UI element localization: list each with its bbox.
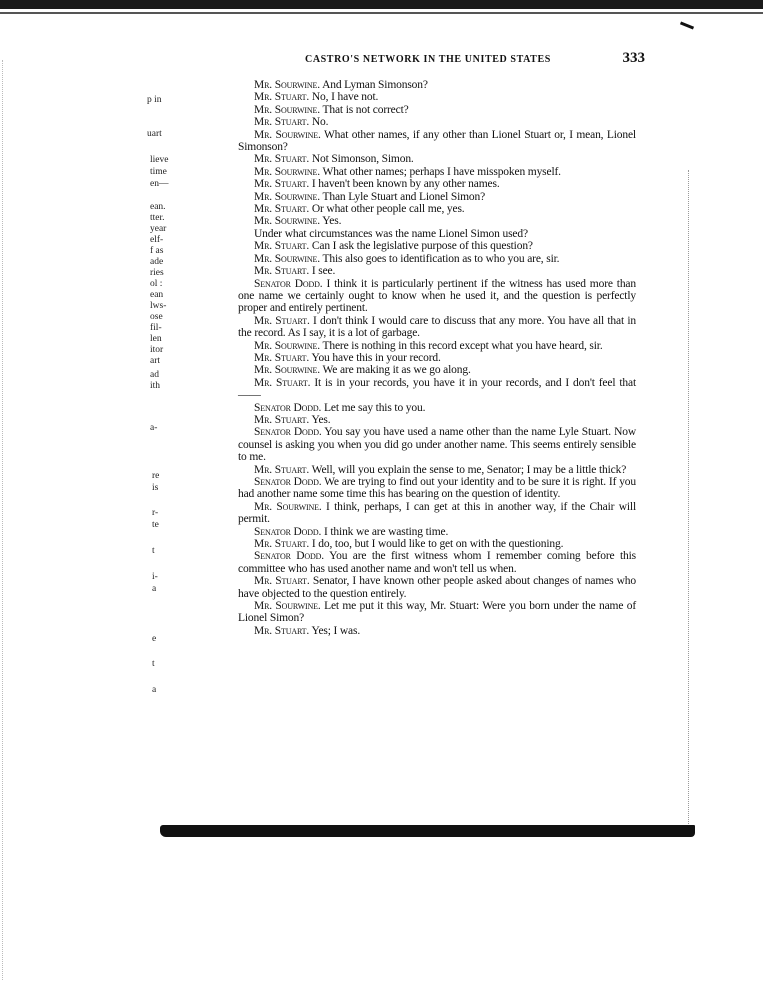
margin-fragment: ad	[150, 370, 159, 380]
testimony-paragraph	[238, 600, 636, 625]
speaker-label: Mr. Sourwine.	[254, 364, 320, 377]
speech-text: Well, will you explain the sense to me, Senator; I may be a little thick?	[311, 463, 627, 476]
speaker-label: Mr. Stuart.	[254, 116, 310, 129]
margin-fragment: a	[152, 685, 157, 695]
margin-fragment: t	[152, 546, 155, 556]
margin-fragment: fil-	[150, 323, 162, 333]
testimony-paragraph	[238, 625, 636, 637]
speech-text: Let me say this to you.	[323, 401, 426, 414]
testimony-paragraph	[238, 228, 636, 240]
speech-text: No.	[311, 116, 329, 129]
margin-fragment: lws-	[150, 301, 167, 311]
margin-fragment: a-	[150, 423, 158, 433]
testimony-paragraph	[238, 364, 636, 376]
speaker-label: Mr. Stuart.	[254, 91, 310, 104]
testimony-paragraph	[238, 575, 636, 600]
speech-text: I think it is particularly pertinent if the witness has used more than one name we certainly ought to know when he used it, and the question is perfectly proper and entirely pertinent.	[238, 277, 636, 315]
speaker-label: Mr. Stuart.	[254, 463, 310, 476]
margin-fragment: ose	[150, 312, 163, 322]
margin-fragment: p in	[147, 95, 162, 105]
scan-mark	[680, 21, 694, 29]
speech-text: I don't think I would care to discuss that any more. You have all that in the record. As I say, it is a lot of garbage.	[238, 314, 636, 340]
margin-fragment: a	[152, 584, 157, 594]
margin-fragment: ol :	[150, 279, 163, 289]
testimony-paragraph	[238, 476, 636, 501]
speech-text: I think we are wasting time.	[323, 525, 449, 538]
speech-text: Than Lyle Stuart and Lionel Simon?	[322, 190, 486, 203]
testimony-paragraph	[238, 352, 636, 364]
margin-fragment: en—	[150, 179, 169, 189]
speech-text: Yes; I was.	[311, 624, 361, 637]
margin-fragment: len	[150, 334, 162, 344]
speech-text: Yes.	[322, 215, 342, 228]
speaker-label: Mr. Stuart.	[254, 575, 310, 588]
testimony-paragraph	[238, 550, 636, 575]
speech-text: And Lyman Simonson?	[322, 79, 428, 91]
margin-fragment: te	[152, 520, 159, 530]
testimony-paragraph	[238, 414, 636, 426]
speech-text: This also goes to identification as to who you are, sir.	[322, 252, 560, 265]
speaker-label: Mr. Stuart.	[254, 538, 310, 551]
margin-fragment: e	[152, 634, 157, 644]
testimony-paragraph	[238, 402, 636, 414]
testimony-paragraph	[238, 240, 636, 252]
speaker-label: Senator Dodd.	[254, 401, 322, 414]
testimony-paragraph	[238, 166, 636, 178]
speaker-label: Mr. Stuart.	[254, 413, 310, 426]
speaker-label: Mr. Sourwine.	[254, 103, 320, 116]
margin-fragment: ade	[150, 257, 164, 267]
margin-fragment: re	[152, 471, 160, 481]
margin-fragment: is	[152, 483, 159, 493]
bottom-page-shadow	[160, 825, 695, 837]
testimony-paragraph	[238, 91, 636, 103]
speech-text: Under what circumstances was the name Lionel Simon used?	[254, 227, 528, 240]
testimony-paragraph	[238, 377, 636, 402]
testimony-paragraph	[238, 116, 636, 128]
right-scan-edge	[688, 170, 693, 830]
testimony-paragraph	[238, 178, 636, 190]
testimony-paragraph	[238, 278, 636, 315]
margin-fragment: ith	[150, 381, 161, 391]
speaker-label: Mr. Stuart.	[254, 240, 310, 253]
testimony-paragraph	[238, 265, 636, 277]
speaker-label: Mr. Sourwine.	[254, 252, 320, 265]
speech-text: What other names; perhaps I have misspoken myself.	[322, 165, 561, 178]
speech-text: I see.	[311, 265, 336, 278]
speech-text: I haven't been known by any other names.	[311, 178, 500, 191]
page-header	[305, 52, 645, 68]
speech-text: What other names, if any other than Lionel Stuart or, I mean, Lionel Simonson?	[238, 128, 636, 154]
testimony-paragraph	[238, 426, 636, 463]
margin-fragment: art	[150, 356, 161, 366]
speaker-label: Senator Dodd.	[254, 426, 322, 439]
margin-fragment: r-	[152, 508, 159, 518]
speech-text: Yes.	[311, 413, 331, 426]
speech-text: You say you have used a name other than the name Lyle Stuart. Now counsel is asking you when you did go under another name. This seems entirely sensible to me.	[238, 426, 636, 464]
testimony-paragraph	[238, 501, 636, 526]
speech-text: We are making it as we go along.	[322, 364, 471, 377]
speaker-label: Mr. Stuart.	[254, 624, 310, 637]
testimony-paragraph	[238, 153, 636, 165]
speaker-label: Mr. Stuart.	[254, 265, 310, 278]
page-number: 333	[622, 50, 645, 66]
speaker-label: Mr. Stuart.	[254, 376, 311, 389]
speaker-label: Mr. Stuart.	[254, 178, 310, 191]
speech-text: No, I have not.	[311, 91, 379, 104]
speech-text: Let me put it this way, Mr. Stuart: Were you born under the name of Lionel Simon?	[238, 600, 636, 625]
testimony-paragraph	[238, 215, 636, 227]
top-thin-rule	[0, 12, 763, 14]
speaker-label: Mr. Sourwine.	[254, 215, 320, 228]
speaker-label: Mr. Stuart.	[254, 314, 310, 327]
margin-fragment: elf-	[150, 235, 164, 245]
speech-text: We are trying to find out your identity and to be sure it is right. If you had another name some time this has bearing on the question of identity.	[238, 476, 636, 501]
speaker-label: Mr. Stuart.	[254, 203, 310, 216]
speaker-label: Mr. Sourwine.	[254, 190, 320, 203]
left-scan-edge	[2, 60, 5, 980]
testimony-paragraph	[238, 538, 636, 550]
speech-text: Or what other people call me, yes.	[311, 203, 465, 216]
speaker-label: Senator Dodd.	[254, 550, 325, 563]
speech-text: There is nothing in this record except what you have heard, sir.	[322, 339, 603, 352]
speaker-label: Mr. Stuart.	[254, 351, 310, 364]
margin-fragment: ean.	[150, 202, 166, 212]
testimony-paragraph	[238, 340, 636, 352]
margin-fragment: f as	[150, 246, 164, 256]
speaker-label: Mr. Sourwine.	[254, 128, 321, 141]
margin-fragment: year	[150, 224, 167, 234]
margin-fragment: ean	[150, 290, 164, 300]
testimony-paragraph	[238, 203, 636, 215]
margin-fragment: t	[152, 659, 155, 669]
margin-fragment: tter.	[150, 213, 165, 223]
testimony-paragraph	[238, 253, 636, 265]
speaker-label: Mr. Sourwine.	[254, 165, 320, 178]
margin-fragment: lieve	[150, 155, 169, 165]
speech-text: I think, perhaps, I can get at this in another way, if the Chair will permit.	[238, 500, 636, 526]
speech-text: You have this in your record.	[311, 351, 441, 364]
testimony-body	[238, 79, 636, 637]
speech-text: Not Simonson, Simon.	[311, 153, 414, 166]
speech-text: It is in your records, you have it in your records, and I don't feel that——	[238, 376, 636, 402]
speech-text: Can I ask the legislative purpose of this question?	[311, 240, 533, 253]
speech-text: Senator, I have known other people asked about changes of names who have objected to the question entirely.	[238, 575, 636, 600]
testimony-paragraph	[238, 104, 636, 116]
margin-fragment: i-	[152, 572, 158, 582]
speech-text: You are the first witness whom I remember coming before this committee who has used another name and won't tell us when.	[238, 550, 636, 575]
speech-text: I do, too, but I would like to get on with the questioning.	[311, 538, 564, 551]
top-border-rule	[0, 0, 763, 9]
testimony-paragraph	[238, 191, 636, 203]
margin-fragment: itor	[150, 345, 164, 355]
speaker-label: Senator Dodd.	[254, 525, 322, 538]
testimony-paragraph	[238, 315, 636, 340]
speech-text: That is not correct?	[322, 103, 409, 116]
margin-fragment: time	[150, 167, 167, 177]
testimony-paragraph	[238, 129, 636, 154]
speaker-label: Senator Dodd.	[254, 476, 322, 488]
speaker-label: Mr. Sourwine.	[254, 600, 321, 613]
testimony-paragraph	[238, 464, 636, 476]
testimony-paragraph	[238, 526, 636, 538]
margin-fragment: uart	[147, 129, 162, 139]
speaker-label: Mr. Sourwine.	[254, 500, 322, 513]
testimony-paragraph	[238, 79, 636, 91]
speaker-label: Mr. Sourwine.	[254, 339, 320, 352]
speaker-label: Senator Dodd.	[254, 277, 323, 290]
running-head: CASTRO'S NETWORK IN THE UNITED STATES	[305, 54, 551, 65]
margin-fragment: ries	[150, 268, 164, 278]
speaker-label: Mr. Stuart.	[254, 153, 310, 166]
speaker-label: Mr. Sourwine.	[254, 79, 320, 91]
